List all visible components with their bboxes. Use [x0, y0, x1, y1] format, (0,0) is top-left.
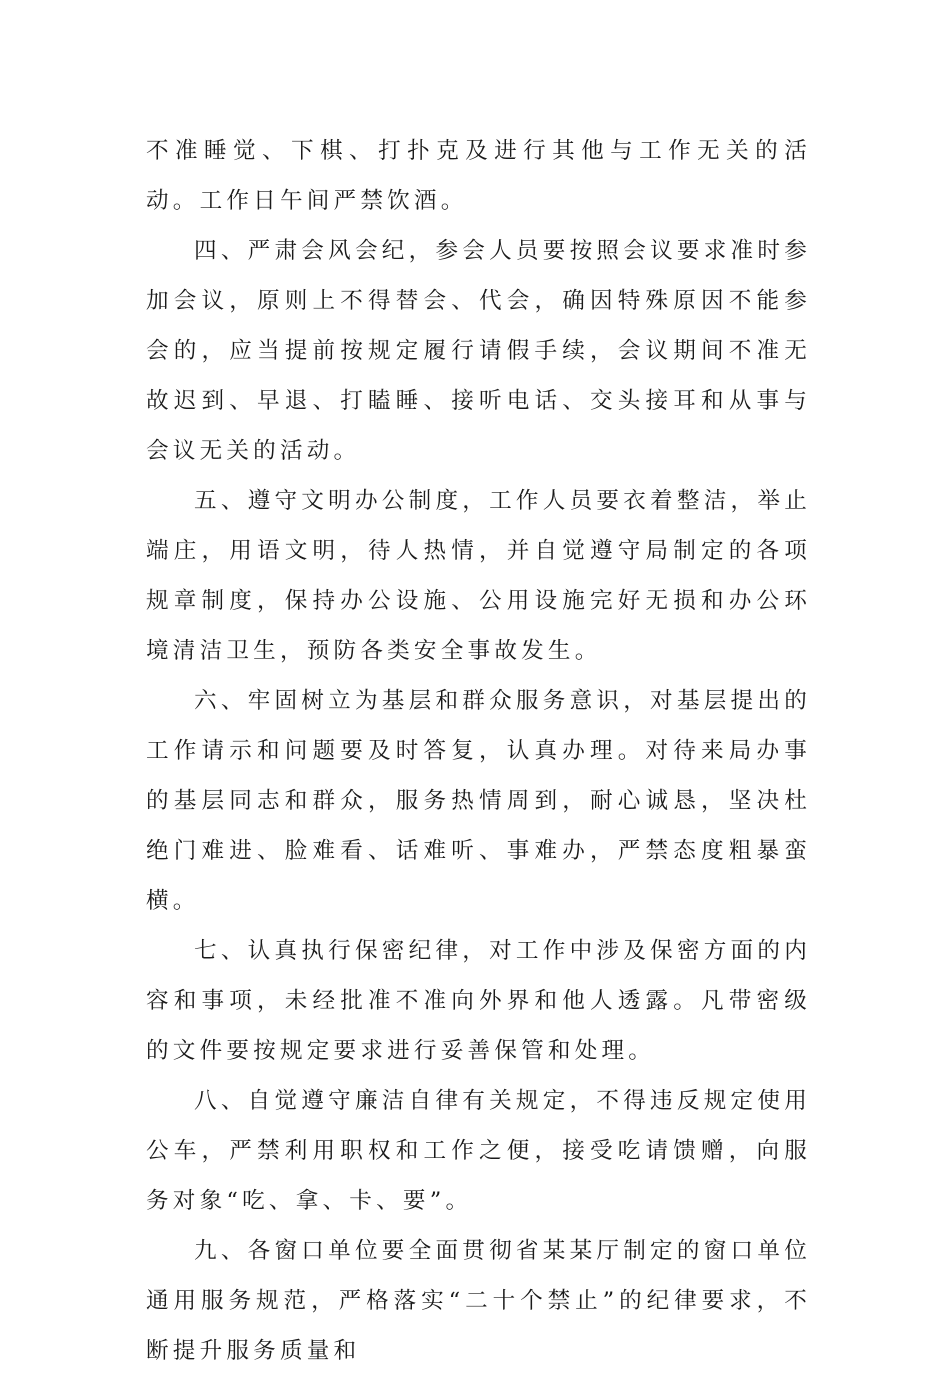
paragraph-rule-5: 五、遵守文明办公制度，工作人员要衣着整洁，举止端庄，用语文明，待人热情，并自觉遵守局制定的各项规章制度，保持办公设施、公用设施完好无损和办公环境清洁卫生，预防各类安全事故发生。: [146, 488, 811, 664]
paragraph-rule-6: 六、牢固树立为基层和群众服务意识，对基层提出的工作请示和问题要及时答复，认真办理。对待来局办事的基层同志和群众，服务热情周到，耐心诚恳，坚决杜绝门难进、脸难看、话难听、事难办，严禁态度粗暴蛮横。: [146, 688, 811, 914]
document-body: [146, 126, 811, 1376]
paragraph-rule-8: 八、自觉遵守廉洁自律有关规定，不得违反规定使用公车，严禁利用职权和工作之便，接受吃请馈赠，向服务对象“吃、拿、卡、要”。: [146, 1088, 811, 1214]
paragraph-rule-9: 九、各窗口单位要全面贯彻省某某厅制定的窗口单位通用服务规范，严格落实“二十个禁止”的纪律要求，不断提升服务质量和: [146, 1238, 811, 1364]
paragraph-rule-4: 四、严肃会风会纪，参会人员要按照会议要求准时参加会议，原则上不得替会、代会，确因特殊原因不能参会的，应当提前按规定履行请假手续，会议期间不准无故迟到、早退、打瞌睡、接听电话、交头接耳和从事与会议无关的活动。: [146, 238, 811, 464]
paragraph-rule-7: 七、认真执行保密纪律，对工作中涉及保密方面的内容和事项，未经批准不准向外界和他人透露。凡带密级的文件要按规定要求进行妥善保管和处理。: [146, 938, 811, 1064]
paragraph-continuation: 不准睡觉、下棋、打扑克及进行其他与工作无关的活动。工作日午间严禁饮酒。: [146, 138, 811, 214]
